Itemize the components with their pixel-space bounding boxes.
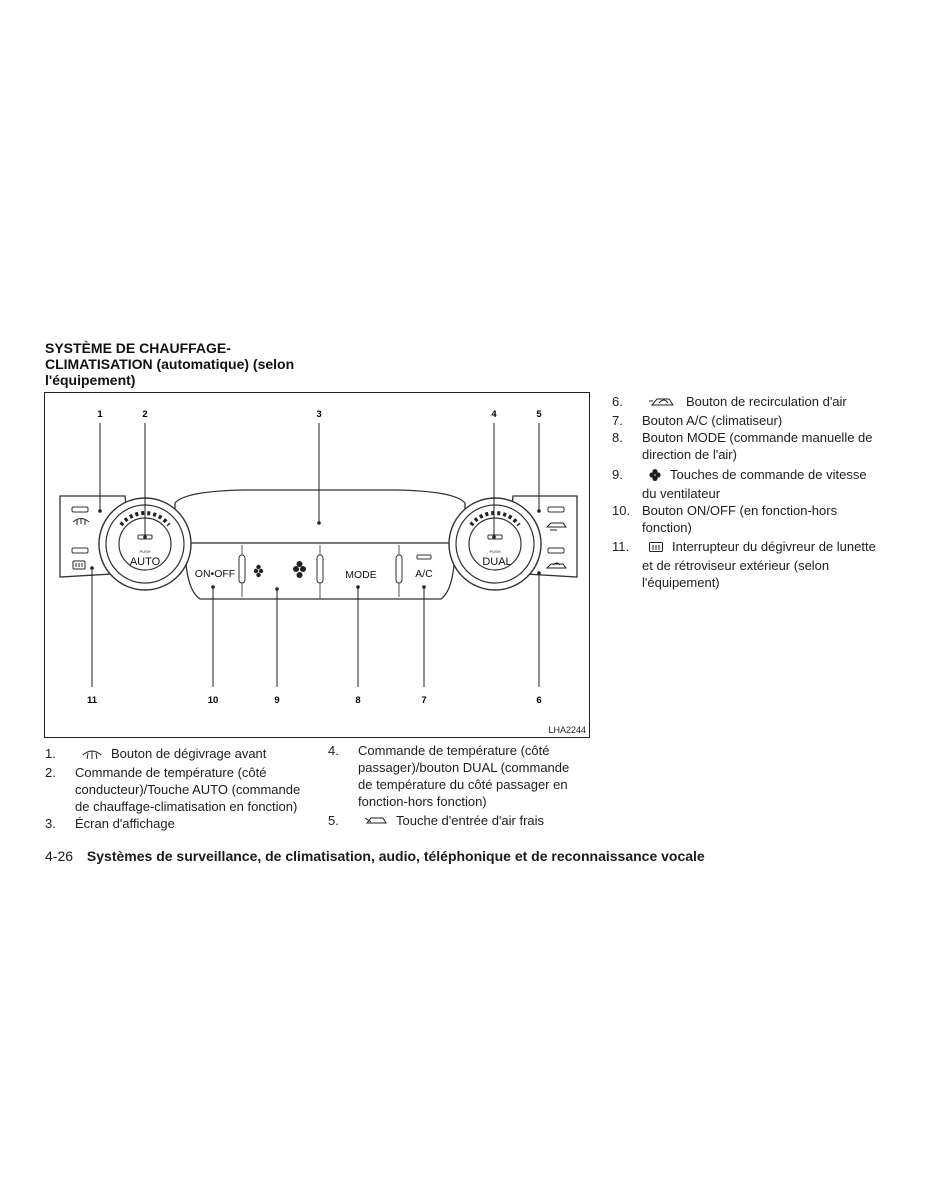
legend-text-3: Écran d'affichage	[75, 816, 175, 831]
legend-text-1: Bouton de dégivrage avant	[111, 746, 267, 761]
legend-num-11: 11.	[612, 539, 630, 554]
legend-num-4: 4.	[328, 743, 339, 758]
mode-label: MODE	[345, 569, 377, 581]
legend-item-7	[612, 412, 882, 429]
legend-item-11	[612, 538, 882, 591]
page-footer	[45, 848, 705, 864]
callout-2: 2	[142, 409, 148, 420]
callout-4: 4	[491, 409, 497, 420]
callout-1: 1	[97, 409, 103, 420]
push-label-left: PUSH	[139, 549, 151, 554]
legend-num-7: 7.	[612, 413, 623, 428]
legend-text-7: Bouton A/C (climatiseur)	[642, 413, 783, 428]
ac-indicator	[417, 555, 431, 559]
display-panel	[175, 490, 465, 543]
legend-text-9: Touches de commande de vitesse du ventilateur	[642, 467, 867, 501]
recirculation-icon	[648, 395, 678, 412]
legend-text-5: Touche d'entrée d'air frais	[396, 813, 545, 828]
fresh-air-icon	[364, 814, 388, 831]
legend-num-8: 8.	[612, 430, 623, 445]
control-panel-figure	[44, 392, 590, 738]
auto-label: AUTO	[129, 556, 161, 568]
on-off-label: ON•OFF	[194, 568, 236, 580]
figure-code: LHA2244	[548, 725, 586, 735]
ac-label: A/C	[415, 568, 433, 580]
section-title-line-3: l'équipement)	[45, 372, 136, 388]
legend-item-8	[612, 429, 882, 463]
legend-item-1	[45, 745, 310, 764]
legend-num-10: 10.	[612, 503, 631, 518]
legend-num-5: 5.	[328, 813, 339, 828]
legend-text-6: Bouton de recirculation d'air	[686, 394, 847, 409]
legend-num-3: 3.	[45, 816, 56, 831]
legend-item-2	[45, 764, 310, 815]
chapter-title: Systèmes de surveillance, de climatisation, audio, téléphonique et de reconnaissance vocale	[86, 848, 705, 864]
section-title-line-1: SYSTÈME DE CHAUFFAGE-	[45, 340, 231, 356]
legend-item-3	[45, 815, 310, 832]
callout-8: 8	[355, 695, 361, 706]
legend-item-10	[612, 502, 882, 536]
legend-num-6: 6.	[612, 394, 623, 409]
fan-icon	[648, 468, 662, 485]
right-indicator-bottom	[548, 548, 564, 553]
rear-defrost-icon	[648, 540, 664, 557]
page-number: 4-26	[45, 848, 74, 864]
legend-item-5	[328, 812, 573, 831]
legend-text-2: Commande de température (côté conducteur)/Touche AUTO (commande de chauffage-climatisation en fonction)	[75, 765, 301, 814]
callout-5: 5	[536, 409, 542, 420]
fan-slider-left	[239, 555, 245, 583]
left-indicator-top	[72, 507, 88, 512]
callout-10: 10	[207, 695, 219, 706]
section-title-line-2: CLIMATISATION (automatique) (selon	[45, 356, 295, 372]
legend-text-4: Commande de température (côté passager)/bouton DUAL (commande de température du côté passager en fonction-hors fonction)	[358, 743, 570, 809]
callout-9: 9	[274, 695, 280, 706]
callout-3: 3	[316, 409, 322, 420]
legend-text-10: Bouton ON/OFF (en fonction-hors fonction)	[642, 503, 838, 535]
dual-label: DUAL	[482, 556, 512, 568]
callout-6: 6	[536, 695, 542, 706]
legend-right	[612, 393, 882, 591]
legend-item-6	[612, 393, 882, 412]
legend-num-9: 9.	[612, 467, 623, 482]
fan-slider-right	[317, 555, 323, 583]
mode-slider	[396, 555, 402, 583]
callout-11: 11	[86, 695, 98, 706]
passenger-temperature-knob	[449, 498, 541, 590]
section-title	[45, 340, 335, 388]
left-indicator-bottom	[72, 548, 88, 553]
push-label-right: PUSH	[489, 549, 501, 554]
callout-7: 7	[421, 695, 427, 706]
legend-middle	[328, 742, 573, 831]
legend-item-4	[328, 742, 573, 810]
legend-left	[45, 745, 310, 832]
front-defrost-icon	[81, 747, 103, 764]
legend-num-2: 2.	[45, 765, 56, 780]
right-indicator-top	[548, 507, 564, 512]
legend-num-1: 1.	[45, 746, 56, 761]
legend-text-11: Interrupteur du dégivreur de lunette et de rétroviseur extérieur (selon l'équipement)	[642, 539, 876, 590]
legend-item-9	[612, 466, 882, 502]
legend-text-8: Bouton MODE (commande manuelle de direction de l'air)	[642, 430, 873, 462]
control-panel-illustration	[45, 393, 591, 739]
